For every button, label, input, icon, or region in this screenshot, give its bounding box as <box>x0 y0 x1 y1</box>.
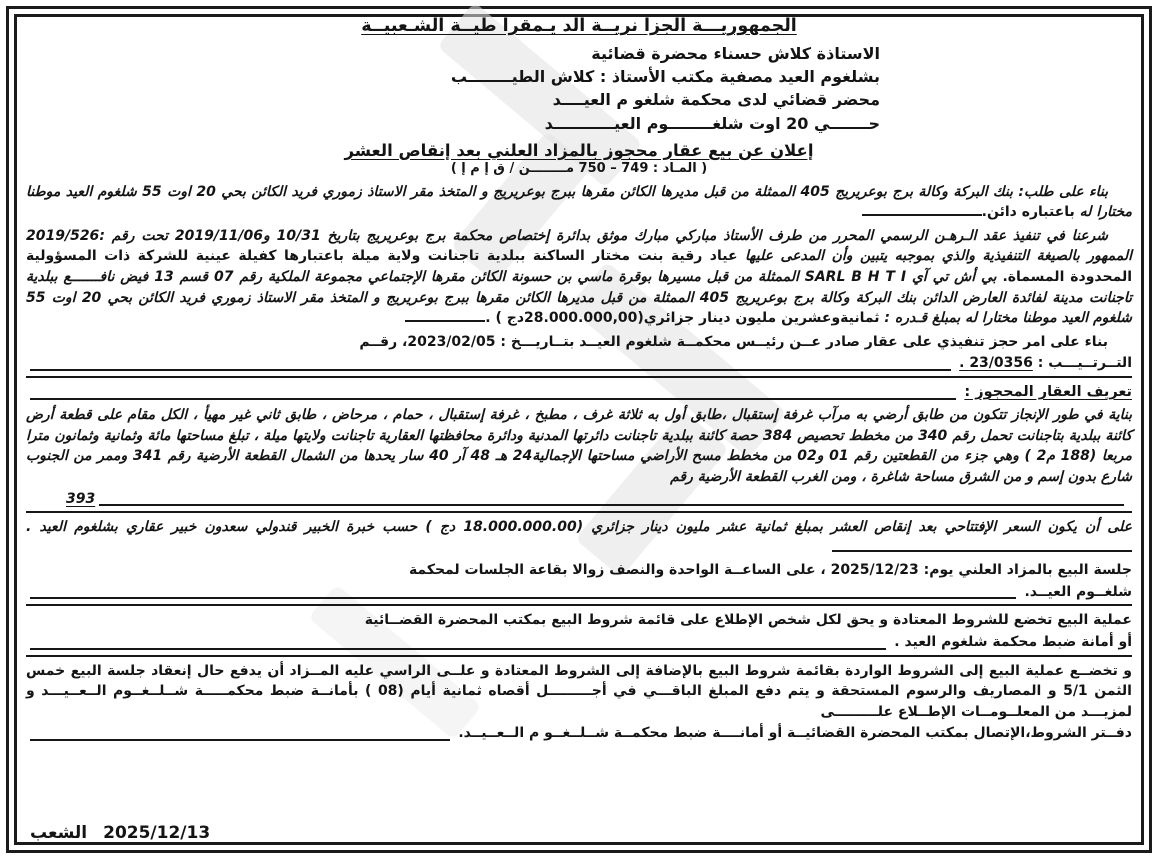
separator-rule <box>26 604 1132 606</box>
conditions-tail: أو أمانة ضبط محكمة شلغوم العيد . <box>894 634 1132 651</box>
property-definition-heading: تعريف العقار المحجوز : <box>964 383 1132 400</box>
separator-rule <box>26 655 1132 657</box>
office-liquidation-line: بشلغوم العيد مصفية مكتب الأستاذ : كلاش الطيــــــــب <box>450 67 880 87</box>
parcel-number: 393 <box>66 490 96 507</box>
line-filler <box>30 731 450 741</box>
line-filler <box>405 313 485 323</box>
conditions-paragraph: عملية البيع تخضع للشروط المعتادة و يحق لكل شخص الإطلاع على قائمة شروط البيع بمكتب المحضرة القضــائية <box>364 612 1132 629</box>
session-tail: شلغــوم العيــد. <box>1024 583 1132 600</box>
separator-rule <box>26 376 1132 378</box>
session-tail-row <box>26 582 1132 603</box>
price-tail: بشلغوم العيد . <box>26 519 118 536</box>
line-filler <box>30 361 951 371</box>
publication-date: 2025/12/13 <box>103 823 211 843</box>
line-filler <box>30 589 1016 599</box>
price-text: على أن يكون السعر الإفتتاحي بعد إنقاص العشر بمبلغ ثمانية عشر مليون دينار جزائري (18.000.000.00 دج ) حسب خبرة الخبير قندولي سعدون خبير عقاري <box>125 519 1132 536</box>
parcel-number-row <box>26 489 1132 510</box>
deed-part4: ثمانيةوعشرين مليون دينار جزائري(28.000.000,00دج ) . <box>485 310 880 327</box>
request-tail: باعتباره دائن. <box>981 204 1075 221</box>
document-content <box>12 12 1146 847</box>
deed-paragraph <box>26 226 1132 329</box>
payment-terms-paragraph: و تخضــع عملية البيع إلى الشروط الواردة بقائمة شروط البيع بالإضافة إلى الشروط المعتادة و علــى الراسي عليه المــزاد أن يدفع حال إنعقاد جلسة البيع خمس الثمن 5/1 و المصاريف والرسوم المستحقة و يتم دفع المبلغ الباقـــي في أجـــــــــل أقصاه ثمانية أيام (08 ) بأمانــة ضبط محكمـــــة شــلــغــوم الــعــيـــد و لمزيـــد من المعلــومــات الإطــلاع علـــــــــى <box>26 662 1132 720</box>
order-ref-row <box>26 353 1132 374</box>
announcement-title: إعلان عن بيع عقار محجوز بالمزاد العلني بعد إنقاص العشر <box>344 140 814 160</box>
line-filler <box>832 542 1132 552</box>
office-address-line: حـــــــي 20 اوت شلغــــــــوم العيـــــــــــد <box>544 113 880 133</box>
property-paragraph: بناية في طور الإنجاز تتكون من طابق أرضي به مرآب غرفة إستقبال ،طابق أول به ثلاثة غرف ، مطبخ ، غرفة إستقبال ، حمام ، مرحاض ، طابق ثاني غير مهيأ ، الكل مقام على قطعة أرض كائنة ببلدية بتاجنانت تحمل رقم 340 من مخطط تحصيص 384 حصة كائنة ببلدية تاجنانت دائرتها المدنية ودائرة محافظتها العقارية تاجنانت ولايتها ميلة ، تبلغ مساحتها مائة وثمانية وثمانون مترا مربعا (188 م2 ) وهي جزء من القطعتين رقم 01 و02 من مخطط مسح الأراضي مساحتها الإجمالية24 هـ 48 آر 40 سار يحدها من الشمال القطعة الأرضية رقم 341 وممر من الجنوب شارع بدون إسم و من الشرق مساحة شاغرة ، ومن الغرب القطعة الأرضية رقم <box>26 407 1132 485</box>
order-ref-number: 23/0356 . <box>959 355 1033 372</box>
request-text: بنك البركة وكالة برج بوعريريج 405 الممثلة من قبل مديرها الكائن مقرها ببرج بوعريريج و المتخذ مقر الاستاذ زموري فريد الكائن بحي 20 اوت 55 شلغوم العيد موطنا مختارا له <box>26 183 1132 221</box>
legal-reference: ( المـاد : 749 – 750 مــــــــن / ق إ م إ ) <box>450 160 708 176</box>
bailiff-office-block <box>26 42 1132 135</box>
deed-part1: شرعنا في تنفيذ عقد الـرهـن الرسمي المحرر من طرف الأستاذ مباركي مبارك موثق بدائرة إختصاص محكمة برج بوعريريج بتاريخ 10/31 و2019/11/06 تحت رقم :2019/526 الممهور بالصيغة التنفيذية والذي بموجبه يتبين وأن المدعى عليها <box>26 227 1133 265</box>
request-paragraph <box>26 182 1132 223</box>
bailiff-title-line: محضر قضائي لدى محكمة شلغو م العيــــد <box>552 90 880 110</box>
conditions-tail-row <box>26 632 1132 653</box>
separator-rule <box>26 511 1132 513</box>
deed-part3: بي أش تي آي SARL B H T I الممثلة من قبل مسيرها بوقرة ماسي بن حسونة الكائن مقرها الإجتماعي مجموعة الملكية رقم 07 قسم 13 فيض نافـــــــع ببلدية تاجنانت مدينة لفائدة العارض الدائن بنك البركة وكالة برج بوعريريج 405 الممثلة من قبل مديرها الكائن مقرها ببرج بوعريريج و المتخذ مقر الاستاذ زموري فريد الكائن بحي 20 اوت 55 شلغوم العيد موطنا مختارا له بمبلغ قـدره : <box>26 269 1132 327</box>
payment-terms-tail: دفــتر الشروط،الإتصال بمكتب المحضرة القضائيــة أو أمانــــة ضبط محكمــة شــلــغــو م الــعــيــد. <box>458 725 1132 742</box>
line-filler <box>30 639 886 649</box>
price-paragraph <box>26 517 1132 558</box>
newspaper-name: الشعب <box>30 823 88 843</box>
publication-footer <box>30 823 210 843</box>
property-definition-heading-row <box>26 382 1132 403</box>
line-filler <box>99 496 1124 506</box>
deed-part2: عياد رقية بنت مختار الساكنة ببلدية تاجنانت ولاية ميلة باعتبارها كفيلة عينية للشركة ذات المسؤولية المحدودة المسماة. <box>26 248 1133 286</box>
payment-terms-tail-row <box>26 723 1132 744</box>
request-label: بناء على طلب: <box>1018 183 1109 200</box>
line-filler <box>30 390 956 401</box>
order-ref-label: التــرتــيـــب : <box>1037 355 1132 372</box>
seizure-paragraph: بناء على امر حجز تنفيذي على عقار صادر عــن رئيــس محكمــة شلغوم العيــد بتــاريـــخ : 2023/02/05، رقــم <box>359 333 1108 350</box>
bailiff-name-line: الاستاذة كلاش حسناء محضرة قضائية <box>591 44 880 63</box>
line-filler <box>862 207 982 217</box>
session-paragraph: جلسة البيع بالمزاد العلني يوم: 2025/12/23 ، على الساعــة الواحدة والنصف زوالا بقاعة الجلسات لمحكمة <box>408 562 1132 579</box>
republic-title: الجمهوريـــة الجزا نريــة الد يـمقرا طيــة الشـعبيــة <box>361 16 797 36</box>
